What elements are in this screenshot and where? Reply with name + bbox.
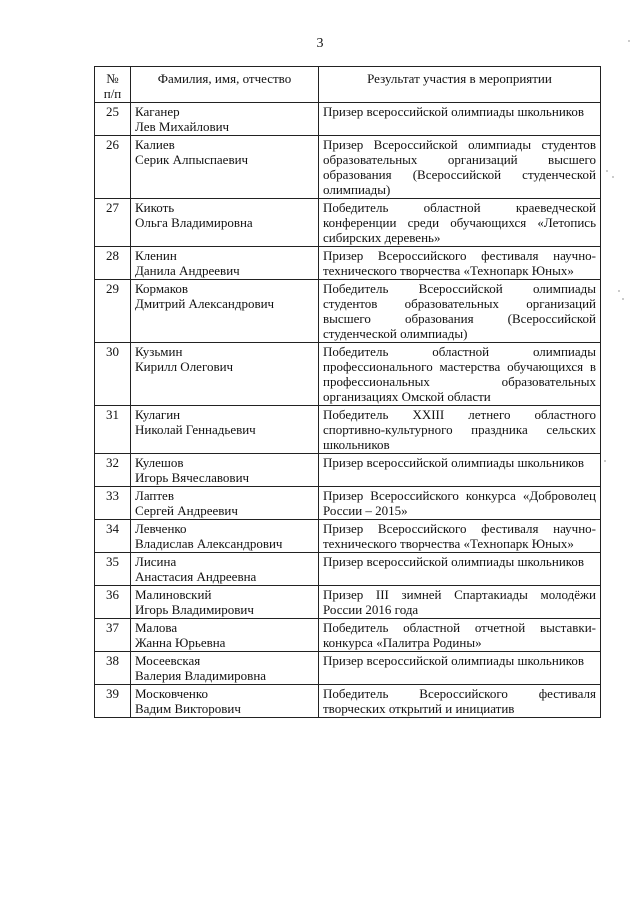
row-number: 37 bbox=[95, 619, 131, 652]
participation-result: Призер всероссийской олимпиады школьников bbox=[319, 454, 601, 487]
participant-given-names: Николай Геннадьевич bbox=[135, 422, 256, 437]
participant-surname: Кикоть bbox=[135, 200, 175, 215]
participant-name bbox=[131, 487, 319, 520]
participant-given-names: Данила Андреевич bbox=[135, 263, 240, 278]
scan-speck bbox=[622, 298, 624, 300]
participant-given-names: Жанна Юрьевна bbox=[135, 635, 226, 650]
participant-given-names: Серик Алпыспаевич bbox=[135, 152, 249, 167]
header-number-line2: п/п bbox=[103, 86, 122, 101]
participant-given-names: Лев Михайлович bbox=[135, 119, 230, 134]
table-body bbox=[95, 103, 601, 718]
scan-speck bbox=[618, 290, 620, 292]
row-number: 30 bbox=[95, 343, 131, 406]
participation-result: Призер всероссийской олимпиады школьников bbox=[319, 103, 601, 136]
table-row bbox=[95, 280, 601, 343]
participant-name bbox=[131, 136, 319, 199]
header-number-line1: № bbox=[106, 71, 119, 86]
participation-result: Призер Всероссийской олимпиады студентов образовательных организаций высшего образования (Всероссийской студенческой олимпиады) bbox=[319, 136, 601, 199]
participant-given-names: Кирилл Олегович bbox=[135, 359, 234, 374]
row-number: 36 bbox=[95, 586, 131, 619]
table-row bbox=[95, 652, 601, 685]
participant-given-names: Валерия Владимировна bbox=[135, 668, 267, 683]
participant-given-names: Вадим Викторович bbox=[135, 701, 241, 716]
table-row bbox=[95, 247, 601, 280]
table-header-row bbox=[95, 67, 601, 103]
table-row bbox=[95, 619, 601, 652]
row-number: 34 bbox=[95, 520, 131, 553]
row-number: 25 bbox=[95, 103, 131, 136]
table-row bbox=[95, 685, 601, 718]
participation-result: Победитель областной отчетной выставки-конкурса «Палитра Родины» bbox=[319, 619, 601, 652]
row-number: 28 bbox=[95, 247, 131, 280]
participation-result: Победитель XXIII летнего областного спортивно-культурного праздника сельских школьников bbox=[319, 406, 601, 454]
participant-surname: Мосеевская bbox=[135, 653, 201, 668]
scan-speck bbox=[612, 176, 614, 178]
participant-given-names: Ольга Владимировна bbox=[135, 215, 253, 230]
table-row bbox=[95, 487, 601, 520]
participation-result: Призер Всероссийского конкурса «Доброволец России – 2015» bbox=[319, 487, 601, 520]
participant-given-names: Анастасия Андреевна bbox=[135, 569, 257, 584]
participants-table bbox=[94, 66, 601, 718]
participation-result: Победитель областной олимпиады профессионального мастерства обучающихся в профессиональных образовательных организациях Омской области bbox=[319, 343, 601, 406]
participant-name bbox=[131, 406, 319, 454]
row-number: 26 bbox=[95, 136, 131, 199]
table-row bbox=[95, 136, 601, 199]
participant-given-names: Игорь Вячеславович bbox=[135, 470, 250, 485]
scan-speck bbox=[604, 460, 606, 462]
table-row bbox=[95, 343, 601, 406]
table-row bbox=[95, 586, 601, 619]
participant-name bbox=[131, 199, 319, 247]
header-result: Результат участия в мероприятии bbox=[319, 67, 601, 103]
table-row bbox=[95, 553, 601, 586]
row-number: 38 bbox=[95, 652, 131, 685]
table-row bbox=[95, 454, 601, 487]
participation-result: Призер всероссийской олимпиады школьников bbox=[319, 553, 601, 586]
participation-result: Победитель областной краеведческой конференции среди обучающихся «Летопись сибирских деревень» bbox=[319, 199, 601, 247]
participant-surname: Лаптев bbox=[135, 488, 174, 503]
participant-name bbox=[131, 586, 319, 619]
participant-name bbox=[131, 619, 319, 652]
participant-name bbox=[131, 343, 319, 406]
row-number: 29 bbox=[95, 280, 131, 343]
row-number: 33 bbox=[95, 487, 131, 520]
scan-speck bbox=[628, 40, 630, 42]
page-number: 3 bbox=[316, 36, 324, 51]
row-number: 32 bbox=[95, 454, 131, 487]
participant-surname: Лисина bbox=[135, 554, 177, 569]
participant-surname: Кормаков bbox=[135, 281, 189, 296]
participant-name bbox=[131, 520, 319, 553]
participation-result: Призер Всероссийского фестиваля научно-технического творчества «Технопарк Юных» bbox=[319, 520, 601, 553]
participation-result: Призер III зимней Спартакиады молодёжи России 2016 года bbox=[319, 586, 601, 619]
participant-surname: Кулагин bbox=[135, 407, 181, 422]
participation-result: Победитель Всероссийской олимпиады студентов образовательных организаций высшего образования (Всероссийской студенческой олимпиады) bbox=[319, 280, 601, 343]
participant-surname: Левченко bbox=[135, 521, 187, 536]
header-name: Фамилия, имя, отчество bbox=[131, 67, 319, 103]
participant-given-names: Сергей Андреевич bbox=[135, 503, 238, 518]
participant-surname: Малиновский bbox=[135, 587, 212, 602]
participant-surname: Московченко bbox=[135, 686, 209, 701]
participant-name bbox=[131, 103, 319, 136]
participant-name bbox=[131, 247, 319, 280]
header-number bbox=[95, 67, 131, 103]
participation-result: Призер Всероссийского фестиваля научно-технического творчества «Технопарк Юных» bbox=[319, 247, 601, 280]
participant-name bbox=[131, 454, 319, 487]
row-number: 31 bbox=[95, 406, 131, 454]
table-row bbox=[95, 199, 601, 247]
row-number: 27 bbox=[95, 199, 131, 247]
participation-result: Призер всероссийской олимпиады школьников bbox=[319, 652, 601, 685]
participant-surname: Кузьмин bbox=[135, 344, 183, 359]
row-number: 35 bbox=[95, 553, 131, 586]
participant-surname: Калиев bbox=[135, 137, 175, 152]
table-row bbox=[95, 103, 601, 136]
participant-surname: Кулешов bbox=[135, 455, 184, 470]
participant-name bbox=[131, 685, 319, 718]
participation-result: Победитель Всероссийского фестиваля творческих открытий и инициатив bbox=[319, 685, 601, 718]
participant-name bbox=[131, 652, 319, 685]
table-row bbox=[95, 520, 601, 553]
participant-given-names: Дмитрий Александрович bbox=[135, 296, 275, 311]
scan-speck bbox=[606, 170, 608, 172]
table-row bbox=[95, 406, 601, 454]
participant-given-names: Владислав Александрович bbox=[135, 536, 283, 551]
participant-surname: Кленин bbox=[135, 248, 177, 263]
participant-name bbox=[131, 280, 319, 343]
participant-surname: Малова bbox=[135, 620, 178, 635]
row-number: 39 bbox=[95, 685, 131, 718]
participant-surname: Каганер bbox=[135, 104, 180, 119]
participant-given-names: Игорь Владимирович bbox=[135, 602, 254, 617]
participant-name bbox=[131, 553, 319, 586]
